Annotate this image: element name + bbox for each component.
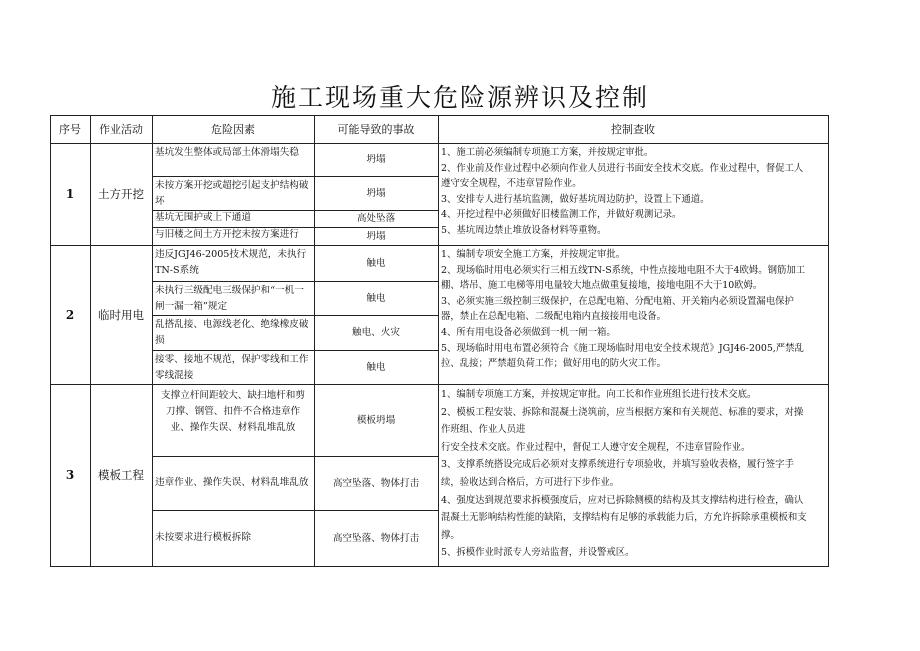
section-activity: 模板工程: [98, 468, 144, 482]
accident-text: 坍塌: [366, 154, 386, 165]
accident-text: 模板坍塌: [356, 414, 396, 426]
control-line: 3、必须实施三级控制三级保护，在总配电箱、分配电箱、开关箱内必须设置漏电保护: [441, 295, 794, 307]
row-rule: [152, 456, 438, 457]
hazard-text: 未执行三级配电三级保护和“一机一闸一漏一箱”规定: [155, 285, 304, 312]
section-number: 1: [65, 187, 75, 201]
hazard-text: 基坑发生整体或局部土体滑塌失稳: [155, 147, 299, 158]
hazard-text: 乱搭乱接、电源线老化、绝缘橡皮破损: [155, 319, 309, 346]
accident-text: 触电、火灾: [352, 327, 400, 338]
column-rule: [90, 115, 91, 567]
section-number: 3: [65, 468, 75, 482]
row-rule: [152, 510, 438, 511]
row-rule: [152, 210, 438, 211]
header-accident: 可能导致的事故: [337, 123, 415, 136]
control-line: 2、模板工程安装、拆除和混凝土浇筑前，应当根据方案和有关规范、标准的要求，对操: [441, 406, 804, 418]
row-rule: [152, 281, 438, 282]
control-line: 2、现场临时用电必须实行三相五线TN-S系统，中性点接地电阻不大于4欧姆。钢筋加工: [441, 264, 806, 276]
header-hazard: 危险因素: [211, 123, 255, 136]
accident-text: 触电: [366, 361, 386, 373]
control-line: 4、所有用电设备必须做到一机一闸一箱。: [441, 326, 616, 338]
control-line: 拉、乱接；严禁超负荷工作；做好用电的防火灾工作。: [441, 358, 667, 370]
header-control: 控制查收: [611, 123, 655, 136]
accident-text: 高处坠落: [356, 213, 396, 224]
control-line: 5、拆模作业时派专人旁站监督，并设警戒区。: [441, 547, 635, 559]
control-line: 遵守安全规程，不违章冒险作业。: [441, 178, 582, 190]
control-line: 4、开挖过程中必须做好旧楼监测工作，并做好观测记录。: [441, 209, 682, 221]
table-border-left: [50, 115, 51, 567]
control-line: 2、作业前及作业过程中必须向作业人员进行书面安全技术交底。作业过程中，督促工人: [441, 162, 804, 174]
column-rule: [152, 115, 153, 567]
accident-text: 坍塌: [366, 188, 386, 199]
header-no: 序号: [59, 123, 81, 136]
row-rule: [152, 176, 438, 177]
hazard-text: 违反JGJ46-2005技术规范，未执行TN-S系统: [155, 249, 307, 276]
control-line: 1、施工前必须编制专项施工方案，并按规定审批。: [441, 147, 654, 158]
header-bottom-rule: [50, 143, 829, 144]
header-activity: 作业活动: [99, 123, 143, 136]
accident-text: 高空坠落、物体打击: [332, 477, 420, 489]
control-line: 器，禁止在总配电箱、二级配电箱内直接接用电设备。: [441, 311, 667, 323]
control-line: 1、编制专项安全施工方案，并按规定审批。: [441, 249, 626, 260]
control-line: 撑。: [441, 529, 460, 541]
hazard-text: 支撑立杆间距较大、缺扫地杆和剪刀撑、钢管、扣件不合格违章作业、操作失误、材料乱堆乱放: [161, 390, 305, 433]
control-line: 1、编制专项施工方案，并按规定审批。向工长和作业班组长进行技术交底。: [441, 389, 757, 400]
control-line: 3、安排专人进行基坑监测，做好基坑周边防护，设置上下通道。: [441, 193, 710, 205]
control-measures: [441, 386, 825, 562]
control-measures: [441, 247, 825, 372]
accident-text: 触电: [366, 257, 386, 269]
section-divider: [50, 384, 829, 385]
section-activity: 临时用电: [98, 307, 144, 322]
section-divider: [50, 245, 829, 246]
column-rule: [314, 115, 315, 567]
column-rule: [438, 115, 439, 567]
section-number: 2: [65, 307, 75, 322]
control-measures: [441, 145, 825, 239]
table-border-top: [50, 115, 829, 116]
control-line: 5、基坑周边禁止堆放设备材料等重物。: [441, 224, 607, 236]
control-line: 行安全技术交底。作业过程中，督促工人遵守安全规程，不违章冒险作业。: [441, 441, 751, 453]
hazard-text: 接零、接地不规范，保护零线和工作零线混接: [155, 354, 309, 381]
hazard-text: 未按方案开挖或超挖引起支护结构破坏: [155, 180, 309, 207]
control-line: 棚、塔吊、施工电梯等用电量较大地点做重复接地，接地电阻不大于10欧姆。: [441, 280, 763, 292]
hazard-text: 与旧楼之间土方开挖未按方案进行: [155, 229, 299, 240]
table-border-bottom: [50, 566, 829, 567]
control-line: 作班组、作业人员进: [441, 424, 526, 436]
hazard-text: 未按要求进行模板拆除: [155, 532, 251, 543]
accident-text: 触电: [366, 292, 386, 304]
section-activity: 土方开挖: [98, 187, 144, 201]
accident-text: 坍塌: [366, 230, 386, 242]
hazard-text: 违章作业、操作失误、材料乱堆乱放: [155, 477, 309, 488]
row-rule: [152, 350, 438, 351]
hazard-text: 基坑无围护或上下通道: [155, 212, 251, 223]
control-line: 续，验收达到合格后，方可进行下步作业。: [441, 476, 620, 488]
page-title: 施工现场重大危险源辨识及控制: [270, 83, 649, 112]
row-rule: [152, 315, 438, 316]
row-rule: [152, 227, 438, 228]
accident-text: 高空坠落、物体打击: [332, 532, 420, 544]
table-border-right: [828, 115, 829, 567]
control-line: 3、支撑系统搭设完成后必须对支撑系统进行专项验收，并填写验收表格，履行签字手: [441, 459, 794, 471]
control-line: 5、现场临时用电布置必须符合《施工现场临时用电安全技术规范》JGJ46-2005,严禁乱: [441, 342, 804, 354]
control-line: 混凝土无影响结构性能的缺陷，支撑结构有足够的承载能力后，方允许拆除承重模板和支: [441, 512, 807, 524]
control-line: 4、强度达到规范要求拆模强度后，应对已拆除侧模的结构及其支撑结构进行检查，确认: [441, 494, 804, 506]
